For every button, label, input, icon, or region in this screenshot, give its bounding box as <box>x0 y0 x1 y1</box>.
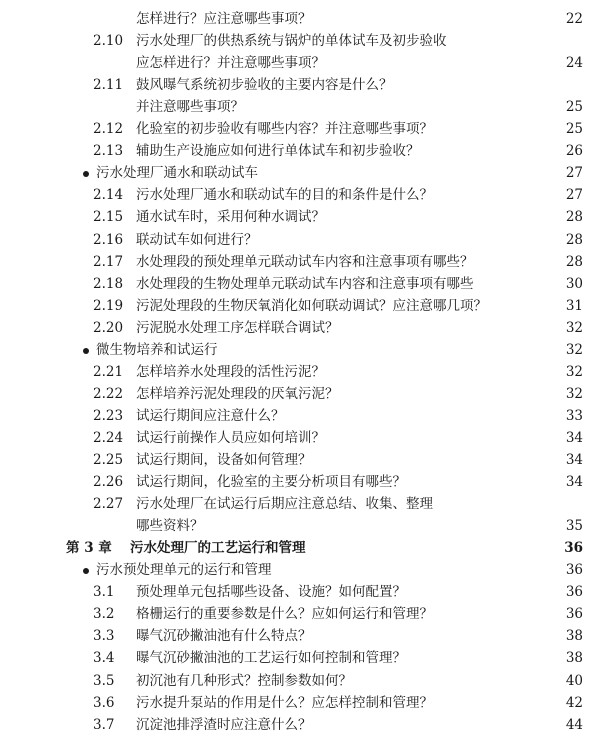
entry-title: 水处理段的预处理单元联动试车内容和注意事项有哪些？ <box>136 253 474 270</box>
entry-title: 初沉池有几种形式？控制参数如何？ <box>136 672 352 689</box>
page-number: 36 <box>565 606 583 623</box>
entry-body <box>136 251 541 273</box>
entry-body <box>136 692 541 714</box>
toc-entry <box>0 714 597 736</box>
entry-number: 2.14 <box>93 187 124 204</box>
entry-number: 3.4 <box>93 650 115 667</box>
toc-entry <box>0 471 597 493</box>
toc-entry <box>0 8 597 30</box>
entry-title: 通水试车时，采用何种水调试？ <box>136 209 325 226</box>
leader-dots <box>437 603 537 625</box>
leader-dots <box>356 670 537 692</box>
leader-dots <box>437 184 537 206</box>
toc-entry <box>0 493 597 515</box>
entry-number: 2.10 <box>93 33 124 50</box>
page-number: 32 <box>565 363 583 380</box>
toc-entry <box>0 339 597 361</box>
entry-body <box>136 383 541 405</box>
entry-title: 污泥脱水处理工序怎样联合调试？ <box>136 319 339 336</box>
entry-number: 2.12 <box>93 121 124 138</box>
entry-number: 2.17 <box>93 253 124 270</box>
leader-dots <box>343 383 538 405</box>
page-number: 31 <box>565 297 583 314</box>
page-number: 42 <box>565 694 583 711</box>
toc-entry <box>0 206 597 228</box>
toc-entry <box>0 74 597 96</box>
entry-title: 污水提升泵站的作用是什么？应怎样控制和管理？ <box>136 694 433 711</box>
leader-dots <box>437 118 537 140</box>
page-number: 36 <box>565 562 583 579</box>
page-number: 32 <box>565 385 583 402</box>
entry-title: 化验室的初步验收有哪些内容？并注意哪些事项？ <box>136 121 433 138</box>
toc-entry <box>0 317 597 339</box>
toc-entry <box>0 184 597 206</box>
leader-dots <box>478 251 538 273</box>
leader-dots <box>437 692 537 714</box>
entry-title: 怎样进行？应注意哪些事项？ <box>136 11 312 27</box>
entry-title: 辅助生产设施应如何进行单体试车和初步验收？ <box>136 143 420 160</box>
toc-entry <box>0 427 597 449</box>
entry-number: 2.11 <box>93 77 124 94</box>
toc-entry <box>0 581 597 603</box>
page-number: 38 <box>565 650 583 667</box>
entry-number: 2.27 <box>93 496 124 513</box>
entry-body <box>136 647 541 669</box>
entry-title: 格栅运行的重要参数是什么？应如何运行和管理？ <box>136 606 433 623</box>
toc-entry <box>0 118 597 140</box>
page-number: 44 <box>565 716 583 733</box>
entry-title: 试运行期间，化验室的主要分析项目有哪些？ <box>136 474 406 491</box>
leader-dots <box>222 339 538 361</box>
toc-entry <box>0 692 597 714</box>
entry-body <box>136 405 541 427</box>
entry-title: 污水处理厂在试运行后期应注意总结、收集、整理 <box>136 496 433 513</box>
page-number: 30 <box>565 275 583 292</box>
entry-number: 3.2 <box>93 606 115 623</box>
toc-entry <box>0 96 597 118</box>
entry-title: 联动试车如何进行？ <box>136 231 258 248</box>
leader-dots <box>424 140 538 162</box>
entry-number: 第 3 章 <box>66 540 112 557</box>
page-number: 32 <box>565 319 583 336</box>
entry-title: 怎样培养水处理段的活性污泥？ <box>136 363 325 380</box>
leader-dots <box>248 96 537 118</box>
page-number: 27 <box>565 187 583 204</box>
leader-dots <box>208 515 538 537</box>
toc-entry <box>0 537 597 559</box>
entry-number: 2.21 <box>93 363 124 380</box>
leader-dots <box>262 162 537 184</box>
entry-body <box>136 96 541 118</box>
entry-title: 鼓风曝气系统初步验收的主要内容是什么？ <box>136 77 393 94</box>
toc-entry <box>0 515 597 537</box>
bullet-icon <box>83 348 89 354</box>
page-number: 28 <box>565 209 583 226</box>
entry-number: 3.3 <box>93 628 115 645</box>
bullet-icon <box>83 568 89 574</box>
page-number: 38 <box>565 628 583 645</box>
page-number: 28 <box>565 231 583 248</box>
leader-dots <box>310 537 538 559</box>
leader-dots <box>316 449 538 471</box>
entry-body <box>96 162 541 184</box>
page-number: 34 <box>565 474 583 491</box>
toc-entry <box>0 229 597 251</box>
leader-dots <box>343 317 538 339</box>
toc-entry <box>0 295 597 317</box>
entry-number: 3.7 <box>93 716 115 733</box>
entry-title: 试运行期间，设备如何管理？ <box>136 452 312 468</box>
toc-entry <box>0 30 597 52</box>
page-number: 32 <box>565 341 583 358</box>
page-number: 35 <box>565 518 583 535</box>
page-number: 28 <box>565 253 583 270</box>
entry-title: 曝气沉砂撇油池的工艺运行如何控制和管理？ <box>136 650 406 667</box>
entry-body <box>96 339 541 361</box>
leader-dots <box>316 8 538 30</box>
entry-title: 哪些资料？ <box>136 518 204 535</box>
entry-body <box>136 74 393 96</box>
page-number: 36 <box>565 584 583 601</box>
entry-title: 污水处理厂的供热系统与锅炉的单体试车及初步验收 <box>136 33 447 50</box>
entry-number: 2.19 <box>93 297 124 314</box>
entry-body <box>136 8 541 30</box>
entry-number: 3.1 <box>93 584 115 601</box>
entry-title: 试运行期间应注意什么？ <box>136 407 285 424</box>
entry-body <box>136 449 541 471</box>
entry-title: 水处理段的生物处理单元联动试车内容和注意事项有哪些 <box>136 275 474 292</box>
toc-entry <box>0 647 597 669</box>
entry-number: 2.25 <box>93 452 124 468</box>
entry-title: 污水预处理单元的运行和管理 <box>96 562 272 579</box>
entry-title: 试运行前操作人员应如何培训？ <box>136 429 325 446</box>
entry-title: 应怎样进行？并注意哪些事项？ <box>136 55 325 72</box>
toc-entry <box>0 162 597 184</box>
toc-entry <box>0 603 597 625</box>
entry-body <box>136 714 541 736</box>
bullet-icon <box>83 171 89 177</box>
leader-dots <box>316 714 538 736</box>
entry-title: 污水处理厂通水和联动试车的目的和条件是什么？ <box>136 187 433 204</box>
entry-title: 微生物培养和试运行 <box>96 341 218 358</box>
toc-entry <box>0 273 597 295</box>
leader-dots <box>491 295 537 317</box>
page-number: 34 <box>565 452 583 468</box>
entry-body <box>136 118 541 140</box>
toc-entry <box>0 670 597 692</box>
entry-body <box>136 184 541 206</box>
entry-number: 2.18 <box>93 275 124 292</box>
toc-entry <box>0 361 597 383</box>
entry-number: 2.22 <box>93 385 124 402</box>
entry-body <box>136 52 541 74</box>
leader-dots <box>276 559 538 581</box>
entry-body <box>136 493 433 515</box>
entry-body <box>136 229 541 251</box>
entry-body <box>136 625 541 647</box>
leader-dots <box>316 625 538 647</box>
entry-body <box>130 537 541 559</box>
entry-body <box>136 317 541 339</box>
entry-number: 2.23 <box>93 407 124 424</box>
page-number: 24 <box>565 55 583 72</box>
entry-title: 曝气沉砂撇油池有什么特点？ <box>136 628 312 645</box>
entry-body <box>136 581 541 603</box>
entry-body <box>136 295 541 317</box>
leader-dots <box>410 581 537 603</box>
toc-entry <box>0 251 597 273</box>
entry-number: 2.15 <box>93 209 124 226</box>
toc-entry <box>0 383 597 405</box>
leader-dots <box>329 206 537 228</box>
leader-dots <box>410 647 537 669</box>
leader-dots <box>478 273 538 295</box>
page-number: 36 <box>564 540 583 557</box>
entry-body <box>136 140 541 162</box>
leader-dots <box>410 471 537 493</box>
entry-number: 2.26 <box>93 474 124 491</box>
entry-title: 污泥处理段的生物厌氧消化如何联动调试？应注意哪几项？ <box>136 297 487 314</box>
entry-body <box>136 471 541 493</box>
entry-title: 污水处理厂的工艺运行和管理 <box>130 540 306 557</box>
entry-title: 怎样培养污泥处理段的厌氧污泥？ <box>136 385 339 402</box>
leader-dots <box>329 427 537 449</box>
entry-number: 2.24 <box>93 429 124 446</box>
page-number: 26 <box>565 143 583 160</box>
entry-number: 3.6 <box>93 694 115 711</box>
toc-entry <box>0 625 597 647</box>
toc-entry <box>0 449 597 471</box>
entry-body <box>136 670 541 692</box>
toc-entry <box>0 140 597 162</box>
entry-number: 3.5 <box>93 672 115 689</box>
page-number: 25 <box>565 99 583 116</box>
entry-title: 并注意哪些事项？ <box>136 99 244 116</box>
leader-dots <box>329 361 537 383</box>
entry-number: 2.16 <box>93 231 124 248</box>
entry-body <box>136 603 541 625</box>
entry-number: 2.13 <box>93 143 124 160</box>
entry-number: 2.20 <box>93 319 124 336</box>
toc-entry <box>0 405 597 427</box>
entry-title: 污水处理厂通水和联动试车 <box>96 165 258 182</box>
entry-body <box>136 515 541 537</box>
toc-entry <box>0 559 597 581</box>
leader-dots <box>329 52 537 74</box>
page-number: 27 <box>565 165 583 182</box>
entry-body <box>136 361 541 383</box>
toc-entry <box>0 52 597 74</box>
entry-title: 沉淀池排浮渣时应注意什么？ <box>136 716 312 733</box>
leader-dots <box>289 405 538 427</box>
entry-body <box>136 427 541 449</box>
entry-title: 预处理单元包括哪些设备、设施？如何配置？ <box>136 584 406 601</box>
entry-body <box>136 206 541 228</box>
page-number: 22 <box>565 11 583 27</box>
leader-dots <box>262 229 538 251</box>
page-number: 34 <box>565 429 583 446</box>
page-number: 40 <box>565 672 583 689</box>
entry-body <box>96 559 541 581</box>
entry-body <box>136 30 447 52</box>
page-number: 33 <box>565 407 583 424</box>
page-number: 25 <box>565 121 583 138</box>
entry-body <box>136 273 541 295</box>
